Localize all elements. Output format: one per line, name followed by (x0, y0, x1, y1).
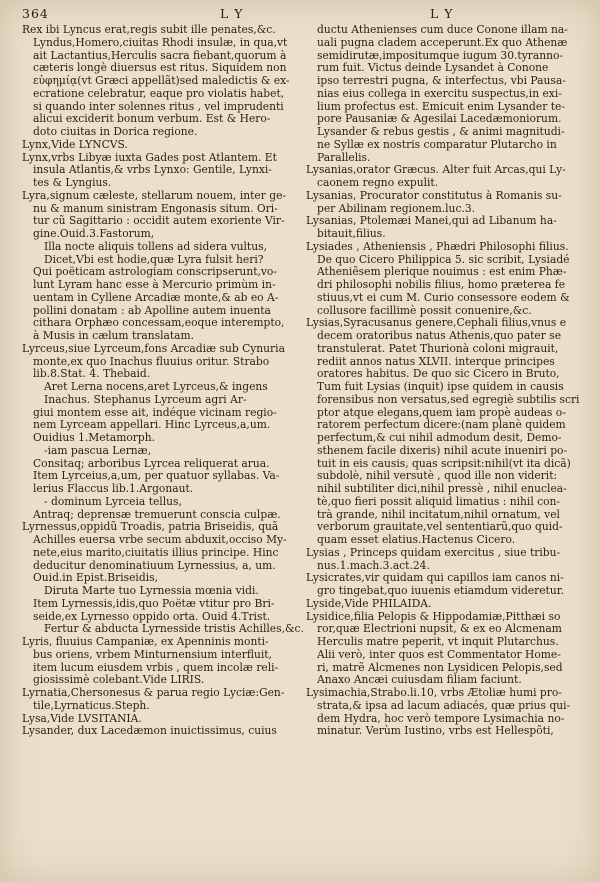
text-line: caonem regno expulit. (317, 176, 439, 189)
text-line: cæteris longè diuersus est ritus. Siquidem non (33, 61, 287, 75)
text-line: ror,quæ Electrioni nupsit, & ex eo Alcmenam (317, 622, 562, 636)
text-line: Alii verò, inter quos est Commentator Home- (317, 647, 561, 661)
text-line: doto ciuitas in Dorica regione. (33, 125, 198, 138)
text-line: Lysimachia,Strabo.li.10, vrbs Ætoliæ humi pro- (306, 686, 562, 699)
text-line: subdolè, nihil versutè , quod ille non viderit: (317, 469, 558, 483)
text-line: tes & Lyngius. (33, 176, 112, 189)
text-line: lunt Lyram hanc esse à Mercurio primùm in- (33, 278, 276, 291)
text-line: - dominum Lyrceia tellus, (44, 494, 182, 508)
text-line: Dicet,Vbi est hodie,quæ Lyra fulsit heri? (44, 252, 264, 266)
text-line: Lysidice,filia Pelopis & Hippodamiæ,Pitthæi so (306, 609, 561, 623)
text-line: nu & manum sinistram Engonasis situm. Ori- (33, 201, 278, 215)
text-line: Lysanias, Procurator constitutus à Romanis su- (306, 188, 562, 202)
left-column (22, 24, 304, 738)
text-line: Ouid.in Epist.Briseidis, (33, 571, 158, 585)
text-line: dri philosophi nobilis filius, homo præterea fe (317, 278, 566, 291)
text-line: collusore facillimè possit conuenire,&c. (317, 303, 532, 317)
text-line: Lyrnessus,oppidũ Troadis, patria Briseidis, quã (22, 520, 279, 534)
text-line: nias eius collega in exercitu suspectus,in exi- (317, 86, 562, 100)
text-line: forensibus non versatus,sed egregiè subtilis scri (317, 392, 580, 406)
text-line: bitauit,filius. (317, 227, 386, 240)
text-line: lium profectus est. Emicuit enim Lysander te- (317, 99, 565, 113)
text-line: giosissimè colebant.Vide LIRIS. (33, 673, 205, 687)
text-line: Lyra,signum cæleste, stellarum nouem, inter ge- (22, 188, 287, 202)
text-line: minatur. Verùm Iustino, vrbs est Hellespõti, (317, 724, 554, 738)
text-line: Lyris, fluuius Campaniæ, ex Apenninis monti- (22, 635, 269, 648)
text-line: quam esset elatius.Hactenus Cicero. (317, 533, 516, 546)
text-line: verborum grauitate,vel sententiarũ,quo quid- (317, 520, 563, 534)
text-line: seide,ex Lyrnesso oppido orta. Ouid 4.Trist. (33, 609, 271, 623)
text-line: Lysias,Syracusanus genere,Cephali filius,vnus e (306, 316, 567, 330)
text-line: Tum fuit Lysias (inquit) ipse quidem in causis (317, 380, 564, 393)
text-line: -iam pascua Lernæ, (44, 443, 152, 457)
text-line: Qui poëticam astrologiam conscripserunt,vo- (33, 265, 277, 279)
text-line: ptor atque elegans,quem iam propè audeas o- (317, 405, 566, 419)
header-letters-right: L Y (430, 6, 454, 21)
text-line: item lucum eiusdem vrbis , quem incolæ reli- (33, 660, 279, 674)
text-line: Achilles euersa vrbe secum abduxit,occiso My- (33, 533, 287, 546)
text-line: Anaxo Ancæi cuiusdam filiam faciunt. (317, 673, 522, 687)
text-line: Ouidius 1.Metamorph. (33, 431, 156, 444)
text-line: stiuus,vt ei cum M. Curio consessore eodem & (317, 290, 570, 304)
text-line: decem oratoribus natus Athenis,quo pater se (317, 329, 562, 342)
text-line: ri, matrẽ Alcmenes non Lysidicen Pelopis,sed (317, 660, 563, 674)
text-line: Lysiades , Atheniensis , Phædri Philosophi filius. (306, 239, 569, 253)
text-line: nus.1.mach.3.act.24. (317, 558, 430, 572)
header-letters-left: L Y (220, 6, 244, 21)
text-line: Item Lyrnessis,idis,quo Poëtæ vtitur pro Bri- (33, 596, 275, 610)
text-line: tuit in eis causis, quas scripsit:nihil(vt ita dicã) (317, 456, 571, 470)
text-line: trà grande, nihil incitatum,nihil ornatum, vel (317, 507, 560, 521)
text-line: transtulerat. Patet Thurionà coloni migrauit, (317, 341, 559, 355)
text-line: Diruta Marte tuo Lyrnessia mœnia vidi. (44, 584, 259, 597)
text-line: per Abilinam regionem.luc.3. (317, 201, 476, 215)
text-line: tile,Lyrnaticus.Steph. (33, 698, 150, 712)
text-line: Lyndus,Homero,ciuitas Rhodi insulæ, in qua,vt (33, 35, 288, 49)
text-line: gro tingebat,quo iuuenis etiamdum videretur. (317, 584, 565, 597)
text-line: Lysias , Princeps quidam exercitus , siue tribu- (306, 545, 561, 559)
text-line: oratores habitus. De quo sic Cicero in Bruto, (317, 367, 560, 381)
text-line: monte,ex quo Inachus fluuius oritur. Strabo (33, 354, 270, 368)
text-line: cithara Orphæo concessam,eoque interempto, (33, 316, 285, 330)
text-line: Item Lyrceius,a,um, per quatuor syllabas. Va- (33, 469, 280, 483)
text-line: Atheniẽsem plerique nouimus : est enim Phæ- (317, 265, 567, 279)
text-line: Lysander, dux Lacedæmon inuictissimus, cuius (22, 724, 277, 738)
text-line: Fertur & abducta Lyrnesside tristis Achilles,&c. (44, 622, 304, 636)
text-line: alicui exciderit bonum verbum. Est & Hero- (33, 112, 271, 126)
text-line: lib.8.Stat. 4. Thebaid. (33, 367, 151, 381)
text-line: ecratione celebratur, eaque pro violatis habet, (33, 86, 285, 100)
text-line: à Musis in cælum translatam. (33, 329, 195, 342)
text-line: Lyside,Vide PHILAIDA. (306, 596, 432, 610)
text-line: pollini donatam : ab Apolline autem inuenta (33, 303, 271, 317)
text-line: Inachus. Stephanus Lyrceum agri Ar- (44, 392, 247, 406)
text-line: Herculis matre peperit, vt inquit Plutarchus. (317, 635, 559, 648)
text-line: uentam in Cyllene Arcadiæ monte,& ab eo A- (33, 290, 279, 304)
text-line: Lynx,Vide LYNCVS. (22, 137, 128, 151)
text-line: Lysanias,orator Græcus. Alter fuit Arcas,qui Ly- (306, 163, 566, 177)
text-line: deducitur denominatiuum Lyrnessius, a, um. (33, 558, 276, 572)
text-line: uali pugna cladem acceperunt.Ex quo Athenæ (317, 35, 568, 49)
text-line: Lysander & rebus gestis , & animi magnitudi- (317, 125, 565, 138)
text-line: Lynx,vrbs Libyæ iuxta Gades post Atlantem. Et (22, 150, 277, 164)
text-line: Aret Lerna nocens,aret Lyrceus,& ingens (44, 380, 268, 393)
text-line: perfectum,& cui nihil admodum desit, Demo- (317, 431, 562, 444)
text-line: nihil subtiliter dici,nihil pressè , nihil enuclea- (317, 482, 567, 495)
text-line: Antraq; deprensæ tremuerunt conscia culpæ. (33, 507, 281, 521)
text-line: nem Lyrceam appellari. Hinc Lyrceus,a,um. (33, 418, 271, 432)
text-line: gine.Ouid.3.Fastorum, (33, 227, 155, 240)
text-line: Lyrnatia,Chersonesus & parua regio Lyciæ:Gen- (22, 686, 285, 699)
text-line: lerius Flaccus lib.1.Argonaut. (33, 482, 194, 495)
text-line: Illa nocte aliquis tollens ad sidera vultus, (44, 239, 267, 253)
text-line: rediit annos natus XLVII. interque principes (317, 354, 555, 368)
text-line: giui montem esse ait, indéque vicinam regio- (33, 405, 277, 419)
text-line: εὐφημίᾳ(vt Græci appellãt)sed maledictis & ex- (33, 74, 290, 87)
running-header (22, 6, 578, 24)
page-number: 364 (22, 6, 49, 21)
text-line: Rex ibi Lyncus erat,regis subit ille penates,&c. (22, 24, 276, 36)
text-line: si quando inter solennes ritus , vel imprudenti (33, 99, 284, 113)
text-line: ait Lactantius,Herculis sacra fiebant,quorum à (33, 48, 287, 62)
text-line: ductu Athenienses cum duce Conone illam na- (317, 24, 568, 36)
text-line: strata,& ipsa ad lacum adiacés, quæ prius qui- (317, 698, 571, 712)
text-line: nete,eius marito,ciuitatis illius principe. Hinc (33, 545, 279, 559)
text-line: ne Syllæ ex nostris comparatur Plutarcho in (317, 137, 557, 151)
text-line: pore Pausaniæ & Agesilai Lacedæmoniorum. (317, 112, 562, 126)
text-line: semidirutæ,impositumque iugum 30.tyranno- (317, 48, 564, 62)
text-line: Lysa,Vide LVSITANIA. (22, 711, 142, 725)
text-line: Lysanias, Ptolemæi Manei,qui ad Libanum ha- (306, 214, 557, 228)
right-column (306, 24, 588, 738)
text-line: Lyrceus,siue Lyrceum,fons Arcadiæ sub Cynuria (22, 341, 285, 355)
text-line: Lysicrates,vir quidam qui capillos iam canos ni- (306, 571, 564, 585)
text-line: Parallelis. (317, 150, 371, 164)
text-line: ratorem perfectum dicere:(nam planè quidem (317, 418, 566, 432)
text-line: ipso terrestri pugna, & interfectus, vbi Pausa- (317, 74, 566, 87)
text-line: Consitaq; arboribus Lyrcea reliquerat arua. (33, 456, 270, 470)
text-line: tè,quo fieri possit aliquid limatius : nihil con- (317, 494, 561, 508)
text-line: sthenem facile dixeris) nihil acute inueniri po- (317, 443, 568, 457)
text-line: insula Atlantis,& vrbs Lynxo: Gentile, Lynxi- (33, 163, 272, 177)
text-line: De quo Cicero Philippica 5. sic scribit, Lysiadé (317, 252, 570, 266)
text-line: rum fuit. Victus deinde Lysandet à Conone (317, 61, 549, 75)
text-line: bus oriens, vrbem Minturnensium interfluit, (33, 647, 272, 661)
text-line: dem Hydra, hoc verò tempore Lysimachia no- (317, 711, 565, 725)
text-line: tur cũ Sagittario : occidit autem exoriente Vir- (33, 214, 285, 228)
